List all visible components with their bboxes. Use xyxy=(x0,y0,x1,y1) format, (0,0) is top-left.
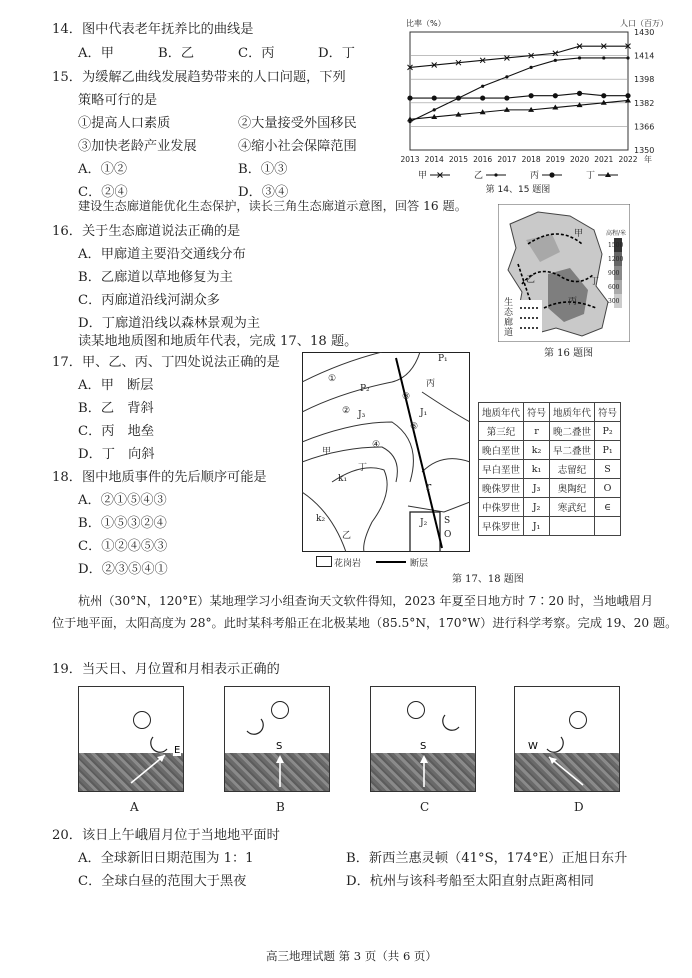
q17-option-a[interactable]: A．甲 断层 xyxy=(78,378,154,393)
geo-label-yi: 乙 xyxy=(342,531,352,541)
data-point xyxy=(601,93,606,98)
geomap-caption: 第 17、18 题图 xyxy=(452,574,524,585)
direction-label: S xyxy=(276,741,283,752)
q16-stem: 16．关于生态廊道说法正确的是 xyxy=(52,224,241,239)
data-point xyxy=(529,93,534,98)
population-line-chart xyxy=(388,14,672,204)
data-point xyxy=(504,95,509,100)
q20-option-a[interactable]: A．全球新旧日期范围为 1：1 xyxy=(78,851,254,866)
y2-tick-label: 1366 xyxy=(634,122,655,132)
geo-label-k1: k₁ xyxy=(338,474,348,484)
q15-stem-line1: 15．为缓解乙曲线发展趋势带来的人口问题，下列 xyxy=(52,70,346,85)
direction-label: S xyxy=(420,741,427,752)
q19-option-b[interactable]: B xyxy=(276,800,285,814)
direction-arrow-icon xyxy=(275,753,285,789)
series-line-2 xyxy=(410,58,628,122)
table-row xyxy=(479,517,621,536)
data-point xyxy=(433,108,436,111)
q19-20-intro-line1: 杭州（30°N，120°E）某地理学习小组查询天文软件得知，2023 年夏至日地方时 7∶20 时，当地峨眉月 xyxy=(78,594,654,608)
q19-panel-b[interactable] xyxy=(224,686,330,792)
table-cell: 早白垩世 xyxy=(479,460,524,479)
sun-icon xyxy=(569,711,587,729)
y2-tick-label: 1398 xyxy=(634,75,655,85)
q15-option-c[interactable]: C．②④ xyxy=(78,185,128,200)
geo-label-s: S xyxy=(444,516,451,526)
q15-option-a[interactable]: A．①② xyxy=(78,162,128,177)
chart-caption: 第 14、15 题图 xyxy=(485,185,551,195)
x-tick-label: 2017 xyxy=(497,155,517,164)
q15-option-d[interactable]: D．③④ xyxy=(238,185,289,200)
table-header-row xyxy=(479,403,621,422)
sun-icon xyxy=(407,701,425,719)
series-line-4 xyxy=(410,100,628,119)
legend-label: 甲 xyxy=(418,171,428,181)
data-point xyxy=(456,95,461,100)
geo-label-bing: 丙 xyxy=(426,379,436,389)
y-axis-label: 比率（%） xyxy=(406,19,446,28)
table-cell: S xyxy=(595,460,621,479)
geo-label-p2: P₂ xyxy=(360,384,370,394)
series-line-3 xyxy=(410,93,628,98)
q19-panel-c[interactable] xyxy=(370,686,476,792)
table-cell: 早侏罗世 xyxy=(479,517,524,536)
table-cell: 中侏罗世 xyxy=(479,498,524,517)
data-point xyxy=(407,95,412,100)
geo-label-jia: 甲 xyxy=(322,447,332,457)
q19-panel-d[interactable] xyxy=(514,686,620,792)
table-cell: 寒武纪 xyxy=(550,498,595,517)
x-tick-label: 2022 xyxy=(618,155,638,164)
geo-label-k2: k₂ xyxy=(316,514,326,524)
q15-stem-line2: 策略可行的是 xyxy=(78,93,158,108)
q15-option-b[interactable]: B．①③ xyxy=(238,162,288,177)
geo-label-r: r xyxy=(426,480,432,493)
table-cell: 奥陶纪 xyxy=(550,479,595,498)
map16-label-jia: 甲 xyxy=(574,229,584,239)
q19-option-a[interactable]: A xyxy=(130,800,139,814)
data-point xyxy=(432,95,437,100)
table-cell: 第三纪 xyxy=(479,422,524,441)
table-cell: 晚二叠世 xyxy=(550,422,595,441)
q18-option-b[interactable]: B．①⑤③②④ xyxy=(78,516,167,531)
elevation-legend-600: 600 xyxy=(608,284,620,291)
table-cell: 早二叠世 xyxy=(550,441,595,460)
map16-label-ding: 丁 xyxy=(590,277,600,287)
q15-statement-1: ①提高人口素质 xyxy=(78,116,171,131)
geo-marker-1: ① xyxy=(328,374,337,384)
map16-label-yi: 乙 xyxy=(526,275,536,285)
x-tick-label: 2013 xyxy=(400,155,420,164)
x-tick-label: 2018 xyxy=(521,155,541,164)
geo-marker-4: ④ xyxy=(372,440,381,450)
geo-marker-3: ③ xyxy=(402,392,411,402)
q15-statement-3: ③加快老龄产业发展 xyxy=(78,139,197,154)
table-cell: ∈ xyxy=(595,498,621,517)
direction-arrow-icon xyxy=(419,753,429,789)
sun-icon xyxy=(271,701,289,719)
q17-18-intro: 读某地地质图和地质年代表，完成 17、18 题。 xyxy=(78,334,358,349)
q17-stem: 17．甲、乙、丙、丁四处说法正确的是 xyxy=(52,355,280,370)
q16-option-b[interactable]: B．乙廊道以草地修复为主 xyxy=(78,270,233,285)
table-cell: 晚侏罗世 xyxy=(479,479,524,498)
q18-option-a[interactable]: A．②①⑤④③ xyxy=(78,493,167,508)
x-axis-unit: 年 xyxy=(644,155,652,164)
q18-option-c[interactable]: C．①②④⑤③ xyxy=(78,539,168,554)
geologic-time-table xyxy=(478,402,621,536)
table-cell xyxy=(550,517,595,536)
geo-label-ding: 丁 xyxy=(358,463,368,473)
table-row xyxy=(479,460,621,479)
data-point xyxy=(505,75,508,78)
table-row xyxy=(479,422,621,441)
fault-legend-label: 断层 xyxy=(410,559,429,569)
legend-label: 丙 xyxy=(530,171,540,181)
table-header: 符号 xyxy=(595,403,621,422)
y2-axis-label: 人口（百万） xyxy=(620,19,668,28)
geo-label-j2: J₂ xyxy=(420,518,428,528)
q20-option-c[interactable]: C．全球白昼的范围大于黑夜 xyxy=(78,874,247,889)
table-cell: O xyxy=(595,479,621,498)
table-cell: J₂ xyxy=(524,498,550,517)
geo-label-j1: J₁ xyxy=(420,408,428,418)
elevation-legend-900: 900 xyxy=(608,270,620,277)
y2-tick-label: 1350 xyxy=(634,146,655,155)
q14-option-a[interactable]: A．甲 xyxy=(78,46,114,61)
series-line-1 xyxy=(410,46,628,67)
data-point xyxy=(530,66,533,69)
q19-20-intro-line2: 位于地平面，太阳高度为 28°。此时某科考船正在北极某地（85.5°N，170°W）进行科学考察。完成 19、20 题。 xyxy=(52,616,678,630)
direction-label: W xyxy=(528,741,538,752)
data-point xyxy=(625,97,631,102)
table-row xyxy=(479,441,621,460)
data-point xyxy=(554,59,557,62)
q16-option-c[interactable]: C．丙廊道沿线河湖众多 xyxy=(78,293,220,308)
y2-tick-label: 1414 xyxy=(634,51,655,61)
q17-option-d[interactable]: D．丁 向斜 xyxy=(78,447,155,462)
q15-statement-2: ②大量接受外国移民 xyxy=(238,116,357,131)
table-cell xyxy=(595,517,621,536)
crescent-moon-icon xyxy=(245,717,265,737)
x-tick-label: 2016 xyxy=(473,155,493,164)
table-cell: k₁ xyxy=(524,460,550,479)
legend-marker xyxy=(549,172,554,177)
data-point xyxy=(602,56,605,59)
direction-arrow-icon xyxy=(543,749,589,789)
granite-legend-label: 花岗岩 xyxy=(334,559,362,569)
q14-option-c[interactable]: C．丙 xyxy=(238,46,275,61)
q20-stem: 20．该日上午峨眉月位于当地地平面时 xyxy=(52,828,280,843)
table-cell: k₂ xyxy=(524,441,550,460)
geo-label-o: O xyxy=(444,530,452,540)
plot-frame xyxy=(410,32,628,150)
table-cell: r xyxy=(524,422,550,441)
geo-marker-2: ② xyxy=(342,406,351,416)
x-tick-label: 2019 xyxy=(545,155,565,164)
q20-option-b[interactable]: B．新西兰惠灵顿（41°S，174°E）正旭日东升 xyxy=(346,851,628,866)
table-cell: J₁ xyxy=(524,517,550,536)
q18-option-d[interactable]: D．②③⑤④① xyxy=(78,562,168,577)
elevation-legend-1500: 1500 xyxy=(608,242,624,249)
sun-icon xyxy=(133,711,151,729)
y2-tick-label: 1382 xyxy=(634,98,655,108)
table-cell: P₁ xyxy=(595,441,621,460)
table-cell: P₂ xyxy=(595,422,621,441)
q20-option-d[interactable]: D．杭州与该科考船至太阳直射点距离相同 xyxy=(346,874,594,889)
x-tick-label: 2015 xyxy=(448,155,468,164)
legend-label: 丁 xyxy=(586,171,596,181)
q19-panel-a[interactable] xyxy=(78,686,184,792)
geologic-map xyxy=(302,352,470,552)
legend-label: 乙 xyxy=(474,171,484,181)
geo-label-p1: P₁ xyxy=(438,354,448,364)
q19-stem: 19．当天日、月位置和月相表示正确的 xyxy=(52,662,280,677)
data-point xyxy=(553,93,558,98)
data-point xyxy=(480,95,485,100)
granite-legend-swatch xyxy=(316,556,332,567)
table-header: 地质年代 xyxy=(479,403,524,422)
x-tick-label: 2014 xyxy=(424,155,444,164)
map16-caption: 第 16 题图 xyxy=(544,348,594,359)
geo-marker-5: ⑤ xyxy=(410,422,419,432)
elevation-legend-title: 高程/米 xyxy=(606,230,627,237)
map16-label-bing: 丙 xyxy=(568,297,578,307)
q17-option-c[interactable]: C．丙 地垒 xyxy=(78,424,155,439)
q14-option-d[interactable]: D．丁 xyxy=(318,46,355,61)
x-tick-label: 2020 xyxy=(570,155,590,164)
x-tick-label: 2021 xyxy=(594,155,614,164)
table-header: 符号 xyxy=(524,403,550,422)
q17-option-b[interactable]: B．乙 背斜 xyxy=(78,401,154,416)
data-point xyxy=(577,91,582,96)
table-cell: 志留纪 xyxy=(550,460,595,479)
elevation-legend-300: 300 xyxy=(608,298,620,305)
q19-option-c[interactable]: C xyxy=(420,800,430,814)
q16-option-a[interactable]: A．甲廊道主要沿交通线分布 xyxy=(78,247,246,262)
direction-label: E xyxy=(174,745,181,756)
y2-tick-label: 1430 xyxy=(634,28,655,37)
page-footer: 高三地理试题 第 3 页（共 6 页） xyxy=(266,949,437,963)
crescent-moon-icon xyxy=(441,713,461,733)
q16-option-d[interactable]: D．丁廊道沿线以森林景观为主 xyxy=(78,316,261,331)
table-cell: J₃ xyxy=(524,479,550,498)
q14-stem: 14．图中代表老年抚养比的曲线是 xyxy=(52,22,254,37)
table-row xyxy=(479,479,621,498)
table-header: 地质年代 xyxy=(550,403,595,422)
direction-arrow-icon xyxy=(127,747,173,787)
data-point xyxy=(626,56,629,59)
eco-corridor-map xyxy=(498,204,630,342)
eco-corridor-legend: 生态廊道 xyxy=(504,298,514,338)
q16-intro: 建设生态廊道能优化生态保护，读长三角生态廊道示意图，回答 16 题。 xyxy=(78,199,467,213)
elevation-legend-1200: 1200 xyxy=(608,256,624,263)
data-point xyxy=(578,56,581,59)
q19-option-d[interactable]: D xyxy=(574,800,584,814)
geo-label-j3: J₃ xyxy=(358,410,366,420)
q15-statement-4: ④缩小社会保障范围 xyxy=(238,139,357,154)
fault-legend-line xyxy=(376,561,406,563)
legend-marker xyxy=(494,173,497,176)
data-point xyxy=(481,85,484,88)
table-row xyxy=(479,498,621,517)
q14-option-b[interactable]: B．乙 xyxy=(158,46,195,61)
table-cell: 晚白垩世 xyxy=(479,441,524,460)
q18-stem: 18．图中地质事件的先后顺序可能是 xyxy=(52,470,267,485)
